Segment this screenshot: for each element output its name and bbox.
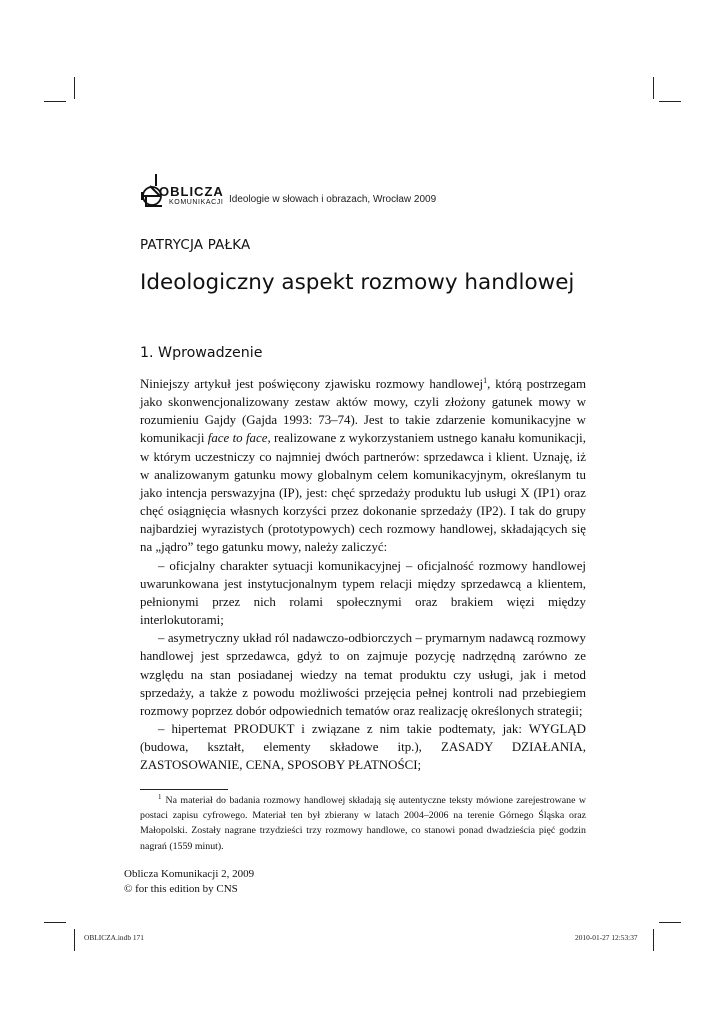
emphasis: face to face bbox=[207, 431, 268, 446]
text-run: Niniejszy artykuł jest poświęcony zjawisku rozmowy handlowej bbox=[140, 377, 484, 391]
crop-mark bbox=[653, 929, 654, 951]
article-title: Ideologiczny aspekt rozmowy handlowej bbox=[140, 270, 575, 295]
footnote-ref: 1 bbox=[483, 376, 488, 385]
logo-wordmark: OBLICZA bbox=[159, 184, 224, 199]
list-item: – oficjalny charakter sytuacji komunikacyjnej – oficjalność rozmowy handlowej uwarunkowana jest instytucjonalnym typem relacji między sprzedawcą a klientem, pełnionymi przez nich rolami społecznymi oraz brakiem więzi między interlokutorami; bbox=[140, 558, 586, 628]
paragraph bbox=[140, 375, 586, 557]
series-title: Ideologie w słowach i obrazach, Wrocław 2009 bbox=[229, 194, 437, 205]
crop-mark bbox=[44, 922, 66, 923]
crop-mark bbox=[659, 922, 681, 923]
crop-mark bbox=[653, 77, 654, 99]
footnote-mark: 1 bbox=[158, 793, 162, 801]
printer-slug-stamp: 2010-01-27 12:53:37 bbox=[575, 933, 638, 942]
logo-subtitle: KOMUNIKACJI bbox=[169, 199, 224, 206]
section-heading: 1. Wprowadzenie bbox=[140, 345, 263, 361]
text-run: , realizowane z wykorzystaniem ustnego kanału komunikacji, w którym uczestniczy co najmniej dwóch partnerów: sprzedawca i klient. Uznaję, iż w analizowanym gatunku mowy globalnym celem komunikacyjnym, określanym tu jako intencja perswazyjna (IP), jest: chęć sprzedaży produktu lub usługi X (IP1) oraz chęć osiągnięcia własnych korzyści przez dokonanie sprzedaży (IP2). I tak do grupy najbardziej wyrazistych (prototypowych) cech rozmowy handlowej, składających się na „jądro” tego gatunku mowy, należy zaliczyć: bbox=[140, 431, 586, 555]
colophon-line: Oblicza Komunikacji 2, 2009 bbox=[124, 868, 255, 880]
crop-mark bbox=[74, 77, 75, 99]
footnote-text bbox=[140, 793, 586, 854]
list-item: – hipertemat PRODUKT i związane z nim takie podtematy, jak: WYGLĄD (budowa, kształt, elementy składowe itp.), ZASADY DZIAŁANIA, ZASTOSOWANIE, CENA, SPOSOBY PŁATNOŚCI; bbox=[140, 721, 586, 773]
list-item: – asymetryczny układ ról nadawczo-odbiorczych – prymarnym nadawcą rozmowy handlowej jest sprzedawca, gdyż to on zajmuje pozycję nadrzędną zarówno ze względu na stan posiadanej wiedzy na temat produktu czy usługi, jak i metod sprzedaży, a także z powodu możliwości przejęcia pełnej kontroli nad przebiegiem rozmowy poprzez dobór odpowiednich tematów oraz realizację określonych strategii; bbox=[140, 631, 586, 718]
footnote-rule bbox=[140, 789, 228, 790]
crop-mark bbox=[44, 101, 66, 102]
article-body bbox=[140, 375, 586, 774]
text-run: , którą postrzegam jako skonwencjonalizowany zestaw aktów mowy, czyli złożony gatunek mowy w rozumieniu Gajdy (Gajda 1993: 73–74). Jest to takie zdarzenie komunikacyjne w komunikacji bbox=[140, 377, 587, 446]
footnote bbox=[140, 793, 586, 854]
crop-mark bbox=[659, 101, 681, 102]
crop-mark bbox=[74, 929, 75, 951]
journal-logo bbox=[140, 172, 226, 212]
colophon-line: © for this edition by CNS bbox=[124, 883, 238, 895]
text-run: Na materiał do badania rozmowy handlowej składają się autentyczne teksty mówione zarejestrowane w postaci zapisu cyfrowego. Materiał ten był zbierany w latach 2004–2006 na terenie Górnego Śląska oraz Małopolski. Zostały nagrane trzydzieści trzy rozmowy handlowe, co stanowi ponad dwadzieścia pięć godzin nagrań (1559 minut). bbox=[140, 795, 586, 852]
article-author: PATRYCJA PAŁKA bbox=[140, 238, 251, 253]
colophon bbox=[124, 867, 254, 897]
printer-slug-file: OBLICZA.indb 171 bbox=[84, 933, 144, 942]
